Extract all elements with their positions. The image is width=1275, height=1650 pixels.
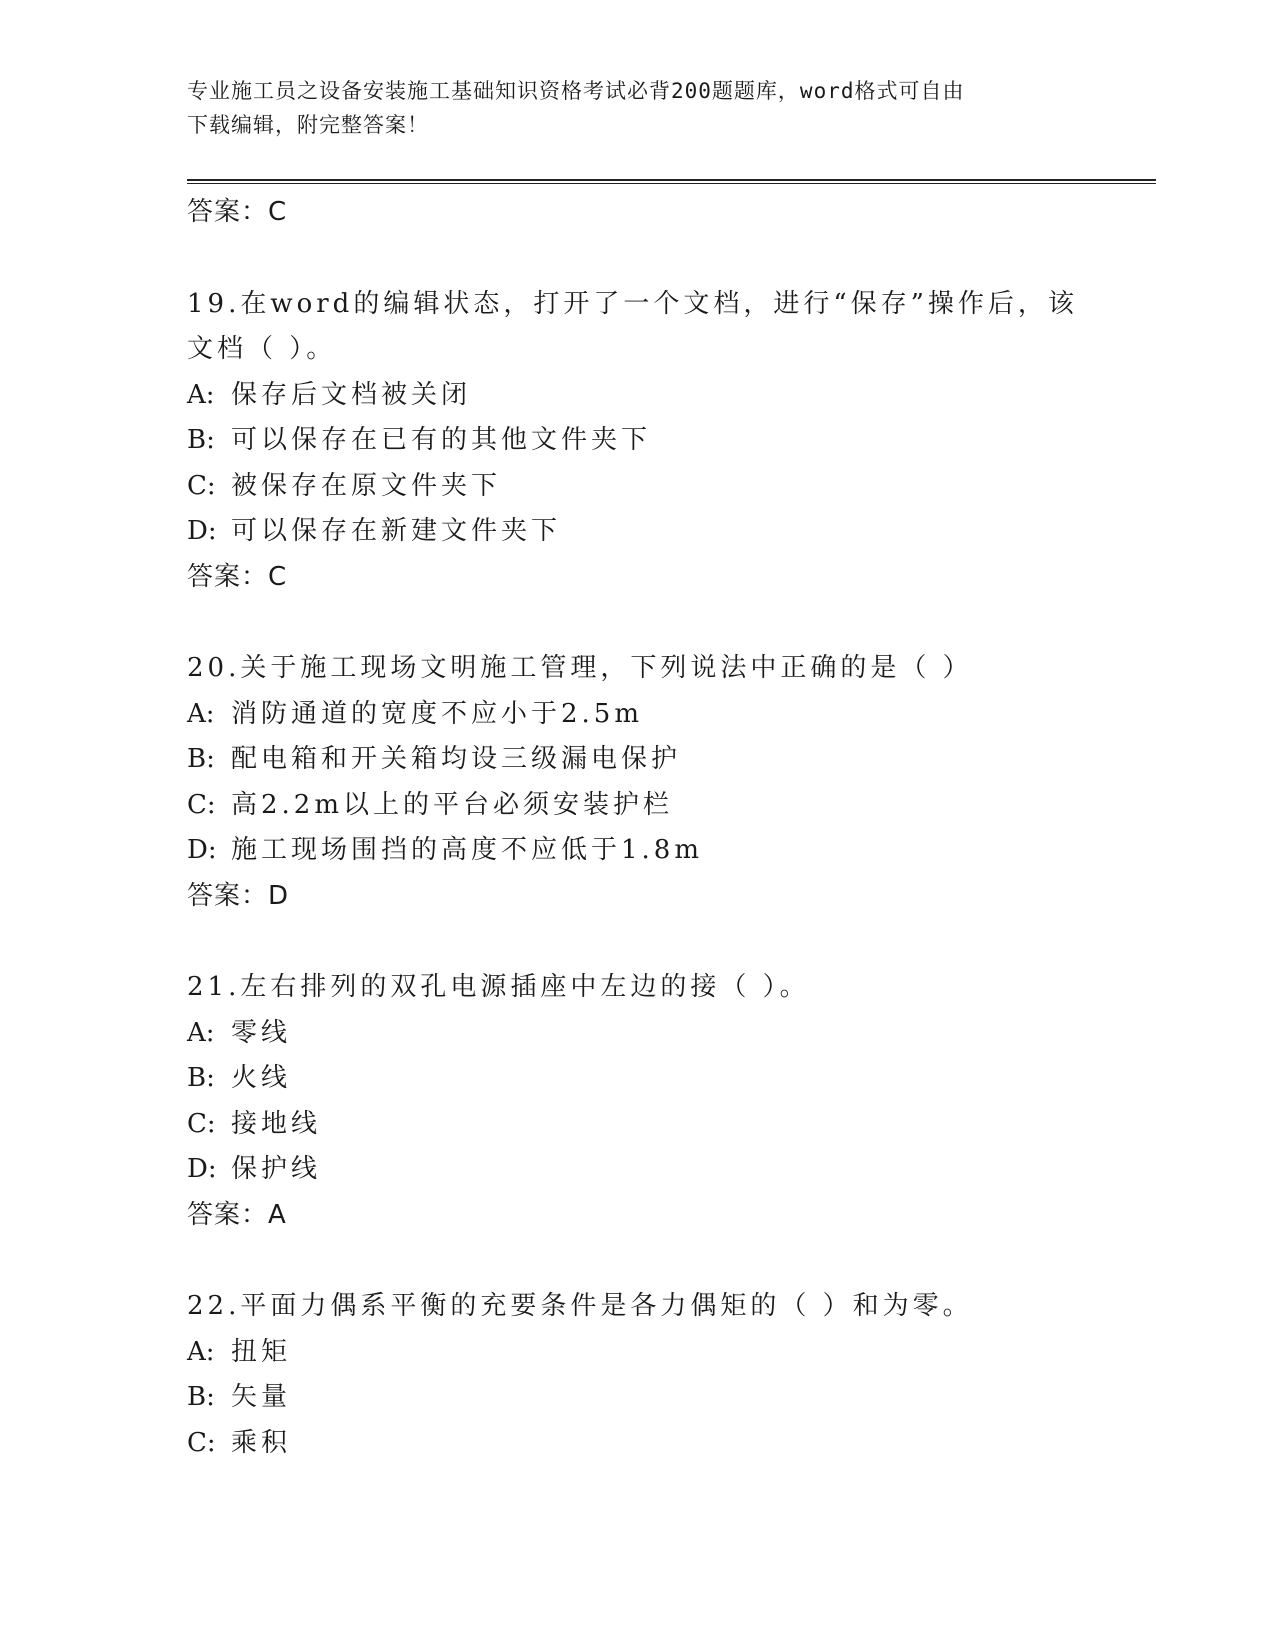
option-letter: D: <box>187 1154 217 1184</box>
option-c <box>187 1102 1087 1148</box>
option-text: 乘积 <box>231 1427 292 1458</box>
option-text: 被保存在原文件夹下 <box>231 470 502 501</box>
option-a <box>187 692 1087 738</box>
option-d <box>187 1147 1087 1193</box>
option-letter: D: <box>187 835 217 865</box>
option-letter: A: <box>187 698 215 729</box>
question-22 <box>187 1284 1087 1466</box>
option-a <box>187 1330 1087 1376</box>
question-answer: 答案：D <box>187 880 290 911</box>
option-text: 扭矩 <box>231 1336 292 1367</box>
option-c <box>187 783 1087 829</box>
question-20 <box>187 646 1087 919</box>
question-answer: 答案：A <box>187 1199 287 1230</box>
previous-answer: 答案：C <box>187 197 288 227</box>
question-stem: 21.左右排列的双孔电源插座中左边的接（ ）。 <box>187 972 810 1002</box>
document-body <box>187 190 1087 1466</box>
question-stem-continued: 文档（ ）。 <box>187 334 337 364</box>
option-text: 高2.2m以上的平台必须安装护栏 <box>231 789 674 820</box>
option-letter: C: <box>187 789 216 820</box>
option-text: 火线 <box>231 1063 292 1093</box>
question-21 <box>187 965 1087 1238</box>
option-a <box>187 1011 1087 1057</box>
option-a <box>187 373 1087 419</box>
option-letter: B: <box>187 1063 215 1093</box>
option-text: 施工现场围挡的高度不应低于1.8m <box>231 835 704 865</box>
option-b <box>187 1375 1087 1421</box>
question-19 <box>187 282 1087 601</box>
question-stem: 22.平面力偶系平衡的充要条件是各力偶矩的（ ）和为零。 <box>187 1291 973 1321</box>
option-text: 消防通道的宽度不应小于2.5m <box>231 698 644 729</box>
option-c <box>187 1421 1087 1467</box>
header-rule-thick <box>187 179 1156 181</box>
option-text: 零线 <box>231 1017 292 1048</box>
option-c <box>187 464 1087 510</box>
option-letter: D: <box>187 516 217 546</box>
question-stem: 20.关于施工现场文明施工管理，下列说法中正确的是（ ） <box>187 653 973 683</box>
page-header <box>187 74 1087 142</box>
option-letter: A: <box>187 1336 215 1367</box>
option-text: 保存后文档被关闭 <box>231 379 472 410</box>
option-letter: C: <box>187 470 216 501</box>
option-letter: B: <box>187 1382 215 1412</box>
option-letter: B: <box>187 744 215 774</box>
option-letter: C: <box>187 1427 216 1458</box>
header-line-2: 下载编辑，附完整答案！ <box>187 113 429 137</box>
option-text: 矢量 <box>231 1382 292 1412</box>
option-text: 配电箱和开关箱均设三级漏电保护 <box>231 744 682 774</box>
question-stem: 19.在word的编辑状态，打开了一个文档，进行“保存”操作后，该 <box>187 288 1078 319</box>
option-text: 可以保存在已有的其他文件夹下 <box>231 425 652 455</box>
option-text: 接地线 <box>231 1108 322 1139</box>
option-b <box>187 737 1087 783</box>
option-b <box>187 1056 1087 1102</box>
option-text: 可以保存在新建文件夹下 <box>231 516 562 546</box>
option-text: 保护线 <box>231 1154 322 1184</box>
option-letter: A: <box>187 379 215 410</box>
option-letter: A: <box>187 1017 215 1048</box>
option-letter: B: <box>187 425 215 455</box>
header-rule-thin <box>187 183 1156 184</box>
header-line-1: 专业施工员之设备安装施工基础知识资格考试必背200题题库，word格式可自由 <box>187 79 965 103</box>
question-answer: 答案：C <box>187 561 288 592</box>
option-letter: C: <box>187 1108 216 1139</box>
option-b <box>187 418 1087 464</box>
option-d <box>187 828 1087 874</box>
option-d <box>187 509 1087 555</box>
